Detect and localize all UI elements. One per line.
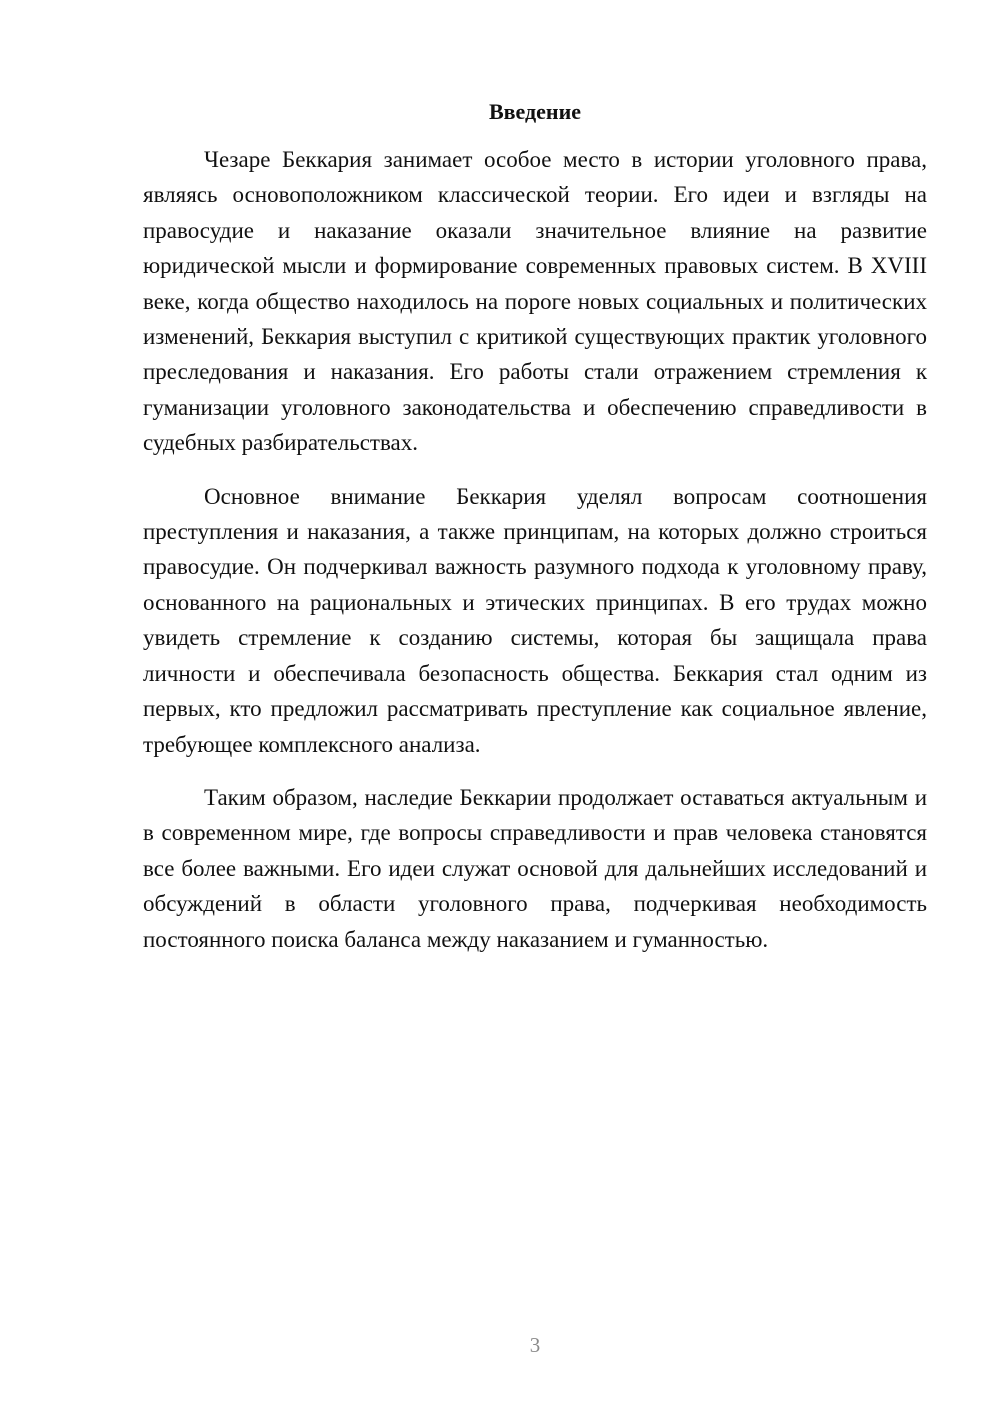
page-number: 3 <box>529 1333 541 1357</box>
section-heading: Введение <box>488 99 582 124</box>
paragraph-3: Таким образом, наследие Беккарии продолжает оставаться актуальным и в современном мире, где вопросы справедливости и прав человека становятся все более важными. Его идеи служат основой для дальнейших исследований и обсуждений в области уголовного права, подчеркивая необходимость постоянного поиска баланса между наказанием и гуманностью. <box>143 784 927 952</box>
paragraph-1: Чезаре Беккария занимает особое место в истории уголовного права, являясь основоположником классической теории. Его идеи и взгляды на правосудие и наказание оказали значительное влияние на развитие юридической мысли и формирование современных правовых систем. В XVIII веке, когда общество находилось на пороге новых социальных и политических изменений, Беккария выступил с критикой существующих практик уголовного преследования и наказания. Его работы стали отражением стремления к гуманизации уголовного законодательства и обеспечению справедливости в судебных разбирательствах. <box>143 147 927 456</box>
paragraph-2: Основное внимание Беккария уделял вопросам соотношения преступления и наказания, а также принципам, на которых должно строиться правосудие. Он подчеркивал важность разумного подхода к уголовному праву, основанного на рациональных и этических принципах. В его трудах можно увидеть стремление к созданию системы, которая бы защищала права личности и обеспечивала безопасность общества. Беккария стал одним из первых, кто предложил рассматривать преступление как социальное явление, требующее комплексного анализа. <box>143 483 927 757</box>
body-text <box>143 142 927 975</box>
